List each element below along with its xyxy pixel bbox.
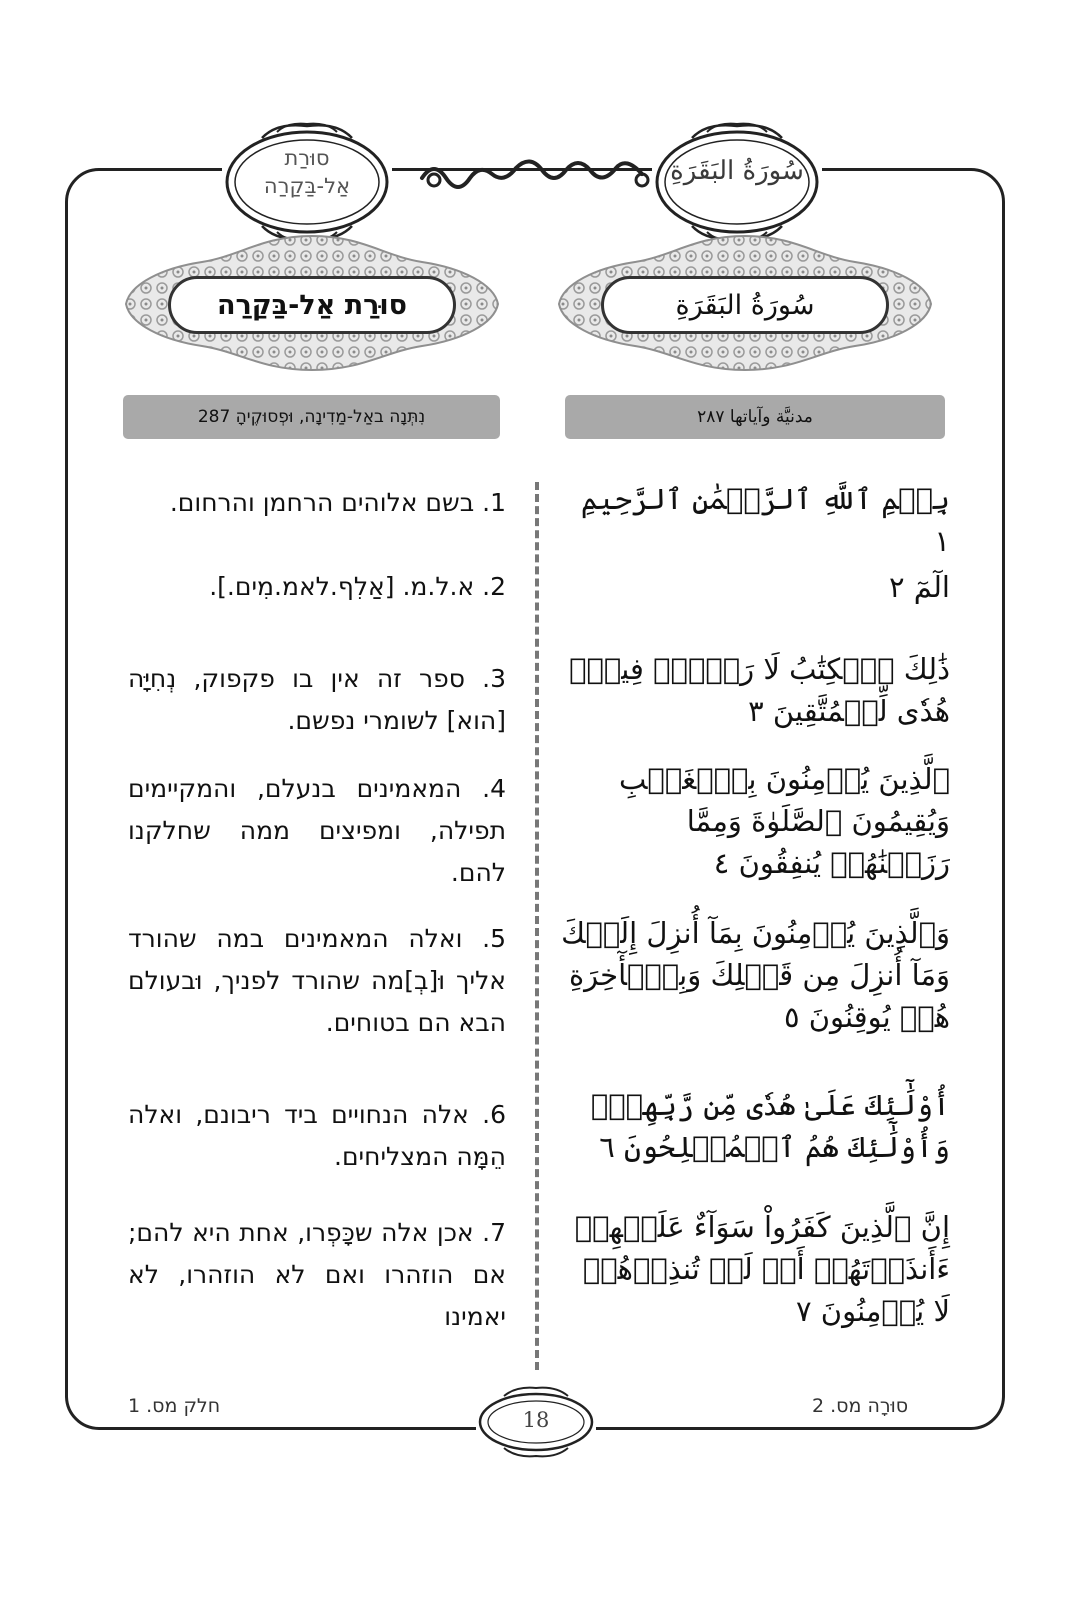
medallion-hebrew-line1: סוּרַת — [284, 146, 330, 170]
column-divider — [535, 482, 539, 1370]
page-number-medallion — [476, 1384, 596, 1458]
footer-surah-number: סוּרָה מס. 2 — [812, 1395, 909, 1417]
hebrew-header-medallion — [222, 118, 392, 244]
arabic-verse-7: إِنَّ ٱلَّذِينَ كَفَرُواْ سَوَآءٌ عَلَيۡهِمۡ ءَأَنذَرۡتَهُمۡ أَمۡ لَمۡ تُنذِرۡهُمۡ لَا يُؤۡمِنُونَ ٧ — [574, 1210, 950, 1328]
page-number: 18 — [522, 1408, 550, 1432]
arabic-verse-2: الٓمٓ ٢ — [889, 570, 950, 604]
hebrew-verse-6: 6. אלה הנחויים ביד ריבונם, ואלה הֵמָּה המצליחים. — [128, 1100, 506, 1171]
hebrew-title-banner — [122, 232, 502, 372]
hebrew-verse-3: 3. ספר זה אין בו פקפוק, נְחִיָּה [הוא] לשומרי נפשם. — [128, 664, 506, 735]
hebrew-verse-4: 4. המאמינים בנעלם, והמקיימים תפילה, ומפיצים ממה שחלקנו להם. — [128, 774, 506, 887]
medallion-hebrew-line2: אַל-בַּקַרַה — [263, 174, 351, 198]
arabic-verse-4: ٱلَّذِينَ يُؤۡمِنُونَ بِٱلۡغَيۡبِ وَيُقِيمُونَ ٱلصَّلَوٰةَ وَمِمَّا رَزَقۡنَٰهُمۡ يُنفِقُونَ ٤ — [618, 762, 950, 880]
footer-part-number: חלק מס. 1 — [128, 1395, 221, 1417]
arabic-verse-6: أُوْلَٰٓئِكَ عَلَىٰ هُدٗى مِّن رَّبِّهِمۡۖ وَأُوْلَٰٓئِكَ هُمُ ٱلۡمُفۡلِحُونَ ٦ — [590, 1088, 950, 1164]
hebrew-verse-2: 2. א.ל.מ. [אַלִף.לאמ.מִים.]. — [209, 572, 506, 601]
hebrew-banner-title: סוּרַת אַל-בַּקַרַה — [168, 276, 456, 334]
arabic-verse-3: ذَٰلِكَ ٱلۡكِتَٰبُ لَا رَيۡبَۛ فِيهِۛ هُدٗى لِّلۡمُتَّقِينَ ٣ — [569, 652, 950, 728]
hebrew-verse-7: 7. אכן אלה שכָּפְרו, אחת היא להם; אם הוזהרו ואם לא הוזהרו, לא יאמינו — [128, 1218, 506, 1331]
arabic-title-banner — [555, 232, 935, 372]
arabic-banner-title: سُورَةُ البَقَرَةِ — [601, 276, 889, 334]
arabic-verse-1: بِسۡمِ ٱللَّهِ ٱلرَّحۡمَٰنِ ٱلرَّحِيمِ ١ — [580, 482, 950, 558]
hebrew-info-bar: נִתְּנָה באַל-מַדִינָה, וּפְסוּקֶיהָ 287 — [123, 395, 500, 439]
flourish-ornament-icon — [412, 150, 662, 200]
hebrew-verse-1: 1. בשם אלוהים הרחמן והרחום. — [169, 488, 506, 517]
arabic-header-medallion — [652, 118, 822, 244]
arabic-verse-5: وَٱلَّذِينَ يُؤۡمِنُونَ بِمَآ أُنزِلَ إِلَيۡكَ وَمَآ أُنزِلَ مِن قَبۡلِكَ وَبِٱلۡأٓخِرَةِ هُمۡ يُوقِنُونَ ٥ — [561, 916, 950, 1034]
hebrew-verse-5: 5. ואלה המאמינים במה שהורד אליך וּ[בְ]מה שהורד לפניך, וּבעולם הבא הם בטוחים. — [128, 924, 506, 1037]
medallion-arabic-title: سُورَةُ البَقَرَةِ — [670, 156, 804, 186]
arabic-info-bar: مدنيَّة وآياتها ٢٨٧ — [565, 395, 945, 439]
